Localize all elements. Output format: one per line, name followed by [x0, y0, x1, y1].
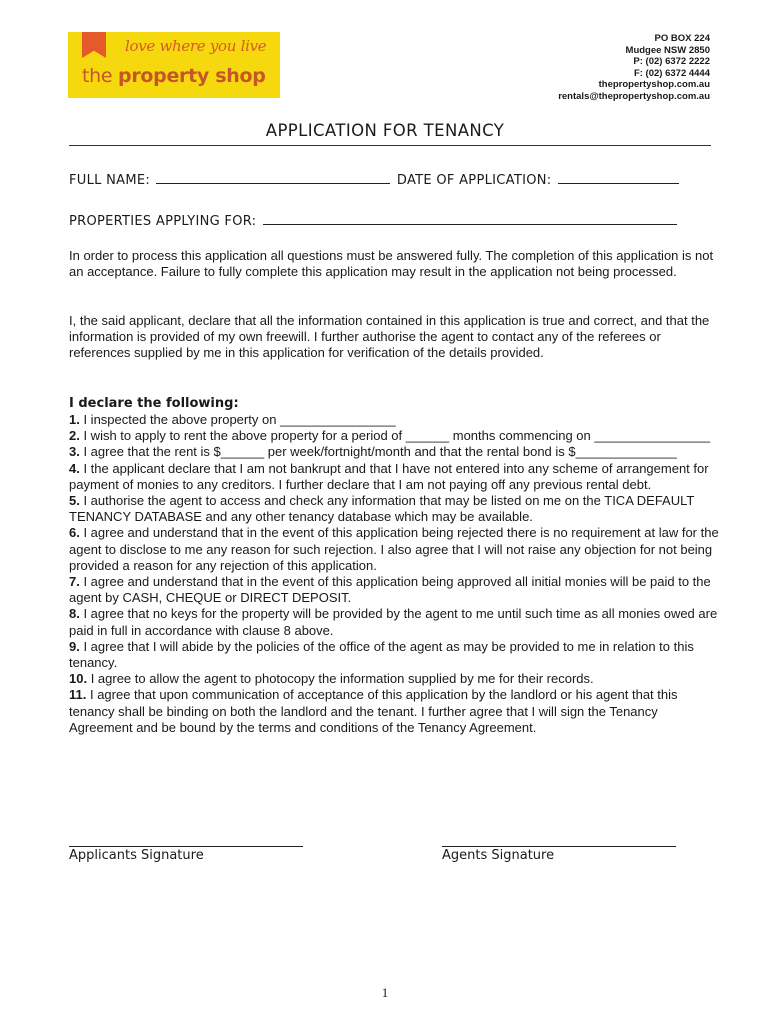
- properties-applying-label: PROPERTIES APPLYING FOR:: [69, 214, 257, 229]
- contact-fax: F: (02) 6372 4444: [633, 67, 710, 79]
- item-number: 5.: [69, 493, 80, 509]
- item-text: I agree that the rent is $______ per week/fortnight/month and that the rental bond is $______________: [79, 444, 677, 460]
- applicant-signature-field[interactable]: [69, 846, 303, 863]
- item-number: 1.: [69, 412, 80, 427]
- declaration-section: [69, 395, 719, 736]
- logo-tagline: love where you live: [125, 37, 267, 55]
- item-text: I agree that I will abide by the policies of the office of the agent as may be provided to me in relation to this tenancy.: [69, 638, 694, 671]
- date-of-application-field[interactable]: [558, 171, 679, 184]
- item-text: I the applicant declare that I am not bankrupt and that I have not entered into any scheme of arrangement for payment of monies to any creditors. I further declare that I am not paying off any previous rental debt.: [69, 460, 709, 492]
- contact-website: thepropertyshop.com.au: [598, 79, 710, 90]
- item-text: I authorise the agent to access and check any information that may be listed on me on the TICA DEFAULT TENANCY DATABASE and any other tenancy database which may be available.: [69, 493, 695, 525]
- item-number: 10.: [69, 671, 88, 687]
- item-number: 7.: [69, 574, 80, 590]
- authorisation-paragraph: I, the said applicant, declare that all the information contained in this application is true and correct, and that the information is provided of my own freewill. I further authorise the agent to contact any of the referees or references supplied by me in this application for verification of the details provided.: [69, 313, 710, 361]
- full-name-label: FULL NAME:: [69, 173, 151, 188]
- item-number: 2.: [69, 428, 80, 444]
- declaration-item: [69, 428, 719, 444]
- declaration-item: [69, 444, 719, 460]
- name-date-row: [69, 171, 679, 188]
- company-logo: [68, 32, 280, 98]
- agent-signature-label: Agents Signature: [442, 848, 555, 863]
- item-text: I agree that no keys for the property will be provided by the agent to me until such time as all monies owed are paid in full in accordance with clause 8 above.: [69, 606, 718, 638]
- flag-icon: [82, 32, 106, 58]
- contact-email: rentals@thepropertyshop.com.au: [558, 90, 710, 102]
- declaration-item: [69, 639, 719, 671]
- item-number: 3.: [69, 444, 80, 460]
- declaration-item: [69, 574, 719, 606]
- item-text: I inspected the above property on ________________: [79, 412, 396, 427]
- page-title: APPLICATION FOR TENANCY: [265, 121, 505, 140]
- declaration-item: [69, 412, 719, 428]
- declaration-item: [69, 687, 719, 736]
- contact-phone: P: (02) 6372 2222: [633, 56, 710, 67]
- title-divider: [69, 145, 711, 146]
- applicant-signature-label: Applicants Signature: [69, 848, 204, 863]
- full-name-field[interactable]: [156, 171, 390, 184]
- item-text: I agree that upon communication of acceptance of this application by the landlord or his agent that this tenancy shall be binding on both the landlord and the tenant. I further agree that I will sign the Tenancy Agreement and be bound by the terms and conditions of the Tenancy Agreement.: [69, 687, 678, 735]
- contact-town: Mudgee NSW 2850: [625, 44, 710, 56]
- item-number: 9.: [69, 638, 80, 654]
- declaration-item: [69, 671, 719, 687]
- contact-block: [558, 33, 710, 102]
- item-number: 6.: [69, 525, 80, 541]
- item-number: 11.: [69, 687, 87, 703]
- item-number: 8.: [69, 606, 80, 622]
- item-text: I wish to apply to rent the above property for a period of ______ months commencing on ________________: [79, 428, 711, 444]
- agent-signature-field[interactable]: [442, 846, 676, 863]
- date-of-application-label: DATE OF APPLICATION:: [396, 173, 552, 188]
- logo-brand: [82, 65, 266, 87]
- contact-po-box: PO BOX 224: [654, 33, 710, 44]
- logo-brand-name: property shop: [118, 65, 266, 87]
- intro-paragraph: In order to process this application all questions must be answered fully. The completion of this application is not an acceptance. Failure to fully complete this application may result in the application not being processed.: [69, 248, 714, 280]
- properties-applying-field[interactable]: [263, 212, 677, 225]
- declaration-item: [69, 525, 719, 574]
- logo-brand-prefix: the: [82, 65, 119, 87]
- declaration-item: [69, 493, 719, 525]
- item-number: 4.: [69, 460, 80, 476]
- item-text: I agree and understand that in the event of this application being approved all initial monies will be paid to the agent by CASH, CHEQUE or DIRECT DEPOSIT.: [69, 574, 711, 606]
- item-text: I agree and understand that in the event of this application being rejected there is no requirement at law for the agent to disclose to me any reason for such rejection. I also agree that I will not raise any objection for not being provided a reason for any rejection of this application.: [69, 525, 719, 573]
- properties-row: [69, 212, 677, 229]
- declaration-item: [69, 606, 719, 638]
- declaration-heading: I declare the following:: [69, 396, 239, 411]
- item-text: I agree to allow the agent to photocopy the information supplied by me for their records.: [87, 671, 594, 687]
- page-number: 1: [381, 985, 389, 1000]
- declaration-item: [69, 461, 719, 493]
